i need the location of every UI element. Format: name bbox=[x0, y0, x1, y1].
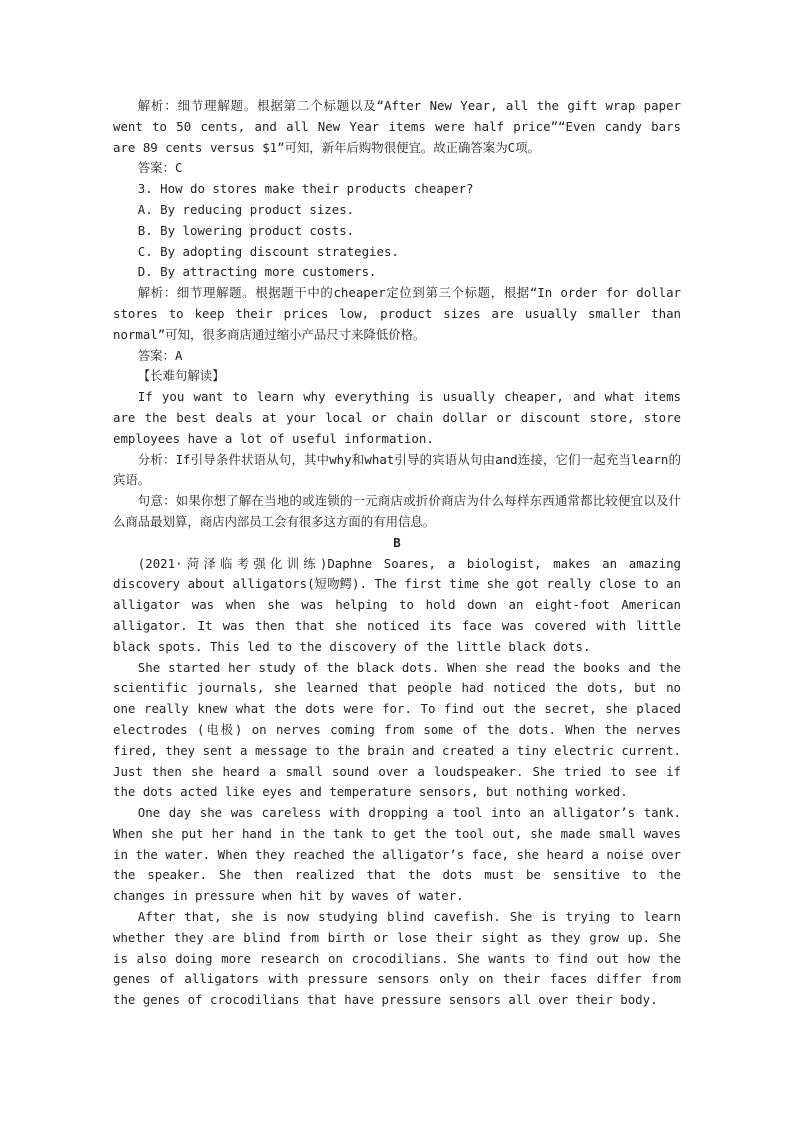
long-sentence-analysis: 分析：If引导条件状语从句，其中why和what引导的宾语从句由and连接，它们一起充当learn的宾语。 bbox=[113, 451, 681, 488]
q3-option-c: C. By adopting discount strategies. bbox=[137, 243, 399, 259]
passage-paragraph: She started her study of the black dots. When she read the books and the scientific journals, she learned that people had noticed the dots, but no one really knew what the dots were for. To find out the secret, she placed electrodes (电极) on nerves coming from some of the dots. When the nerves fired, they sent a message to the brain and created a tiny electric current. Just then she heard a small sound over a loudspeaker. She tried to see if the dots acted like eyes and temperature sensors, but nothing worked. bbox=[113, 659, 681, 800]
q3-option-a: A. By reducing product sizes. bbox=[137, 201, 355, 217]
passage-paragraph: After that, she is now studying blind cavefish. She is trying to learn whether they are blind from birth or lose their sight as they grow up. She is also doing more research on crocodilians. She wants to find out how the genes of alligators with pressure sensors only on their faces differ from the genes of crocodilians that have pressure sensors all over their body. bbox=[113, 909, 681, 1008]
passage-paragraph: One day she was careless with dropping a tool into an alligator’s tank. When she put her hand in the tank to get the tool out, she made small waves in the water. When they reached the alligator’s face, she heard a noise over the speaker. She then realized that the dots must be sensitive to the changes in pressure when hit by waves of water. bbox=[113, 805, 681, 904]
q3-analysis: 解析：细节理解题。根据题干中的cheaper定位到第三个标题，根据“In order for dollar stores to keep their prices low, product sizes are usually smaller than normal”可知，很多商店通过缩小产品尺寸来降低价格。 bbox=[113, 285, 681, 342]
long-sentence-text: If you want to learn why everything is usually cheaper, and what items are the best deals at your local or chain dollar or discount store, store employees have a lot of useful information. bbox=[113, 389, 681, 446]
document-page bbox=[113, 96, 681, 1011]
long-sentence-heading: 【长难句解读】 bbox=[137, 368, 225, 384]
section-b-heading: B bbox=[393, 534, 401, 550]
q3-question: 3. How do stores make their products cheaper? bbox=[137, 181, 474, 197]
q2-analysis: 解析：细节理解题。根据第二个标题以及“After New Year, all the gift wrap paper went to 50 cents, and all New Year items were half price”“Even candy bars are 89 cents versus $1”可知，新年后购物很便宜。故正确答案为C项。 bbox=[113, 98, 681, 155]
q3-option-b: B. By lowering product costs. bbox=[137, 222, 355, 238]
passage-paragraph: (2021·菏泽临考强化训练)Daphne Soares, a biologist, makes an amazing discovery about alligators(短吻鳄). The first time she got really close to an alligator was when she was helping to hold down an eight-foot American alligator. It was then that she noticed its face was covered with little black spots. This led to the discovery of the little black dots. bbox=[113, 555, 681, 654]
long-sentence-translation: 句意：如果你想了解在当地的或连锁的一元商店或折价商店为什么每样东西通常都比较便宜以及什么商品最划算，商店内部员工会有很多这方面的有用信息。 bbox=[113, 493, 681, 529]
q3-option-d: D. By attracting more customers. bbox=[137, 264, 377, 280]
q3-answer: 答案：A bbox=[137, 347, 183, 363]
q2-answer: 答案：C bbox=[137, 160, 183, 176]
